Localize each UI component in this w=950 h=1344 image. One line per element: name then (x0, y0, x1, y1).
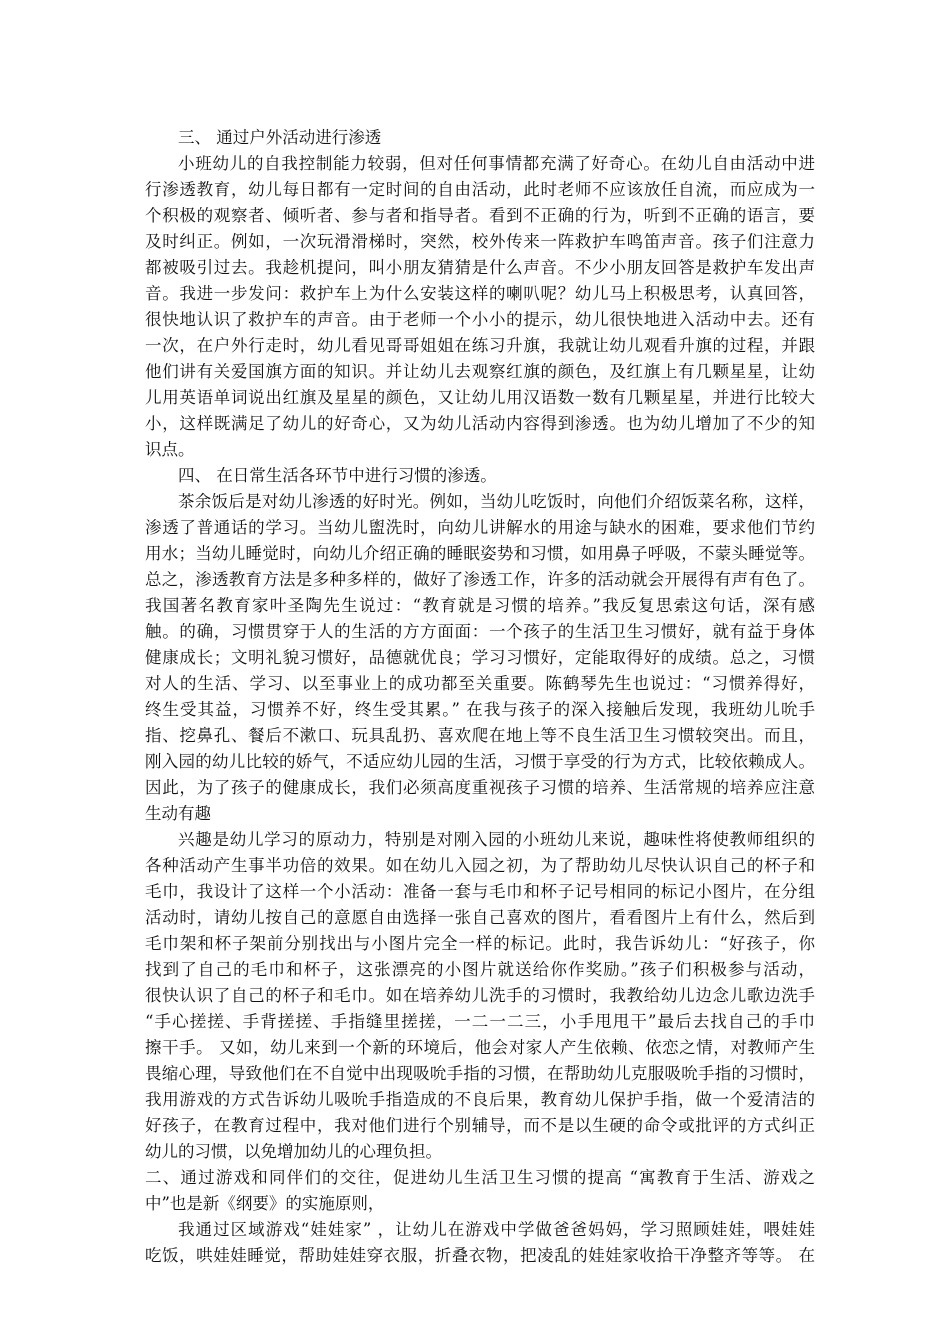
paragraph-line: 对人的生活、学习、以至事业上的成功都至关重要。陈鹤琴先生也说过：“习惯养得好， (145, 674, 815, 693)
paragraph-line: 一次，在户外行走时，幼儿看见哥哥姐姐在练习升旗，我就让幼儿观看升旗的过程，并跟 (145, 336, 815, 355)
paragraph-line: 毛巾架和杯子架前分别找出与小图片完全一样的标记。此时，我告诉幼儿：“好孩子，你 (145, 934, 815, 953)
paragraph-line: 因此，为了孩子的健康成长，我们必须高度重视孩子习惯的培养、生活常规的培养应注意 (145, 778, 815, 797)
paragraph-line: 畏缩心理，导致他们在不自觉中出现吸吮手指的习惯，在帮助幼儿克服吸吮手指的习惯时， (145, 1064, 815, 1083)
paragraph-line: 都被吸引过去。我趁机提问，叫小朋友猜猜是什么声音。不少小朋友回答是救护车发出声 (145, 258, 815, 277)
section-heading-4: 四、 在日常生活各环节中进行习惯的渗透。 (178, 466, 497, 485)
paragraph-line: 我国著名教育家叶圣陶先生说过：“教育就是习惯的培养。”我反复思索这句话，深有感 (145, 596, 815, 615)
paragraph-line: 触。的确，习惯贯穿于人的生活的方方面面：一个孩子的生活卫生习惯好，就有益于身体 (145, 622, 815, 641)
paragraph-line: 茶余饭后是对幼儿渗透的好时光。例如，当幼儿吃饭时，向他们介绍饭菜名称，这样， (178, 492, 815, 511)
paragraph-line: 我用游戏的方式告诉幼儿吸吮手指造成的不良后果，教育幼儿保护手指，做一个爱清洁的 (145, 1090, 815, 1109)
paragraph-line: “手心搓搓、手背搓搓、手指缝里搓搓，一二一二三，小手甩甩干”最后去找自己的手巾 (145, 1012, 815, 1031)
paragraph-line: 小，这样既满足了幼儿的好奇心，又为幼儿活动内容得到渗透。也为幼儿增加了不少的知 (145, 414, 815, 433)
section-heading-2: 二、通过游戏和同伴们的交往，促进幼儿生活卫生习惯的提高 “寓教育于生活、游戏之 (145, 1168, 815, 1187)
paragraph-line: 吃饭，哄娃娃睡觉，帮助娃娃穿衣服，折叠衣物，把凌乱的娃娃家收拾干净整齐等等。 在 (145, 1246, 815, 1265)
paragraph-line: 他们讲有关爱国旗方面的知识。并让幼儿去观察红旗的颜色，及红旗上有几颗星星，让幼 (145, 362, 815, 381)
paragraph-line: 总之，渗透教育方法是多种多样的，做好了渗透工作，许多的活动就会开展得有声有色了。 (145, 570, 815, 589)
section-heading-3: 三、 通过户外活动进行渗透 (178, 128, 382, 147)
paragraph-line: 个积极的观察者、倾听者、参与者和指导者。看到不正确的行为，听到不正确的语言，要 (145, 206, 815, 225)
paragraph-line: 幼儿的习惯，以免增加幼儿的心理负担。 (145, 1142, 442, 1161)
paragraph-line: 毛巾，我设计了这样一个小活动：准备一套与毛巾和杯子记号相同的标记小图片，在分组 (145, 882, 815, 901)
paragraph-line: 各种活动产生事半功倍的效果。如在幼儿入园之初，为了帮助幼儿尽快认识自己的杯子和 (145, 856, 815, 875)
paragraph-line: 健康成长；文明礼貌习惯好，品德就优良；学习习惯好，定能取得好的成绩。总之，习惯 (145, 648, 815, 667)
paragraph-line: 小班幼儿的自我控制能力较弱，但对任何事情都充满了好奇心。在幼儿自由活动中进 (178, 154, 815, 173)
paragraph-line: 音。我进一步发问：救护车上为什么安装这样的喇叭呢？幼儿马上积极思考，认真回答， (145, 284, 815, 303)
paragraph-line: 活动时，请幼儿按自己的意愿自由选择一张自己喜欢的图片，看看图片上有什么，然后到 (145, 908, 815, 927)
paragraph-line: 指、挖鼻孔、餐后不漱口、玩具乱扔、喜欢爬在地上等不良生活卫生习惯较突出。而且， (145, 726, 815, 745)
paragraph-line: 儿用英语单词说出红旗及星星的颜色，又让幼儿用汉语数一数有几颗星星，并进行比较大 (145, 388, 815, 407)
paragraph-line: 我通过区域游戏“娃娃家” ，让幼儿在游戏中学做爸爸妈妈，学习照顾娃娃，喂娃娃 (178, 1220, 815, 1239)
paragraph-line: 找到了自己的毛巾和杯子，这张漂亮的小图片就送给你作奖励。”孩子们积极参与活动， (145, 960, 815, 979)
paragraph-line: 行渗透教育，幼儿每日都有一定时间的自由活动，此时老师不应该放任自流，而应成为一 (145, 180, 815, 199)
paragraph-line: 中”也是新《纲要》的实施原则， (145, 1194, 385, 1213)
paragraph-line: 很快地认识了救护车的声音。由于老师一个小小的提示，幼儿很快地进入活动中去。还有 (145, 310, 815, 329)
paragraph-line: 渗透了普通话的学习。当幼儿盥洗时，向幼儿讲解水的用途与缺水的困难，要求他们节约 (145, 518, 815, 537)
paragraph-line: 及时纠正。例如，一次玩滑滑梯时，突然，校外传来一阵救护车鸣笛声音。孩子们注意力 (145, 232, 815, 251)
paragraph-line: 用水；当幼儿睡觉时，向幼儿介绍正确的睡眠姿势和习惯，如用鼻子呼吸，不蒙头睡觉等。 (145, 544, 815, 563)
paragraph-line: 终生受其益，习惯养不好，终生受其累。” 在我与孩子的深入接触后发现，我班幼儿吮手 (145, 700, 815, 719)
paragraph-line: 生动有趣 (145, 804, 211, 823)
paragraph-line: 擦干手。 又如，幼儿来到一个新的环境后，他会对家人产生依赖、依恋之情，对教师产生 (145, 1038, 815, 1057)
paragraph-line: 刚入园的幼儿比较的娇气，不适应幼儿园的生活，习惯于享受的行为方式，比较依赖成人。 (145, 752, 815, 771)
paragraph-line: 好孩子，在教育过程中，我对他们进行个别辅导，而不是以生硬的命令或批评的方式纠正 (145, 1116, 815, 1135)
paragraph-line: 很快认识了自己的杯子和毛巾。如在培养幼儿洗手的习惯时，我教给幼儿边念儿歌边洗手 (145, 986, 815, 1005)
paragraph-line: 识点。 (145, 440, 195, 459)
paragraph-line: 兴趣是幼儿学习的原动力，特别是对刚入园的小班幼儿来说，趣味性将使教师组织的 (178, 830, 815, 849)
